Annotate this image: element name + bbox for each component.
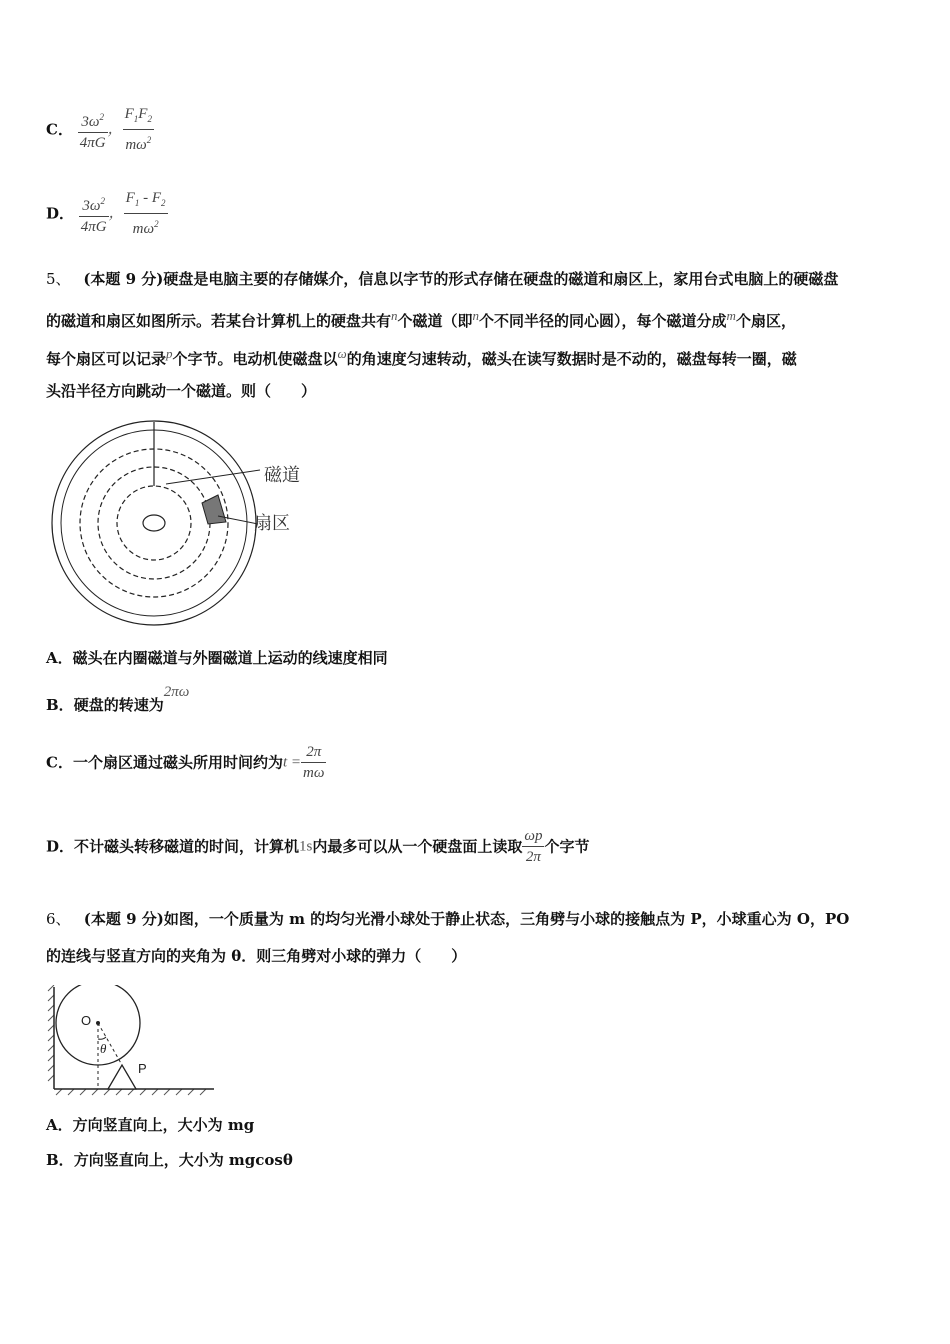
var-m: m — [726, 308, 736, 323]
q5-line-4: 头沿半径方向跳动一个磁道。则（ ） — [46, 382, 317, 400]
theta-arc — [98, 1037, 106, 1039]
floor-hatching — [56, 1089, 206, 1095]
q6-line-2: 的连线与竖直方向的夹角为 θ．则三角劈对小球的弹力（ ） — [46, 947, 467, 965]
option-label: C． — [46, 120, 73, 139]
var-omega: ω — [337, 346, 347, 361]
q5-line-1: 5、 (本题 9 分)硬盘是电脑主要的存储媒介，信息以字节的形式存储在硬盘的磁道和扇区上，家用台式电脑上的硬磁盘 — [46, 270, 839, 288]
fraction-1: $\frac{3\omega^2}{4\pi G}$ — [78, 107, 108, 153]
question-number: 5、 — [46, 270, 71, 288]
option-label: D． — [46, 837, 75, 856]
ball-wedge-figure — [44, 985, 216, 1097]
fraction: $\frac{2\pi}{m\omega}$ — [303, 744, 325, 781]
q6-line-1: 6、 (本题 9 分)如图，一个质量为 m 的均匀光滑小球处于静止状态，三角劈与小球的接触点为 P，小球重心为 O，PO — [46, 910, 850, 928]
option-label: D． — [46, 204, 75, 223]
question-meta: (本题 9 分) — [83, 270, 164, 288]
question-meta: (本题 9 分) — [83, 910, 164, 928]
q5-option-c: C．一个扇区通过磁头所用时间约为t = $\frac{2\pi}{m\omega}$ — [46, 744, 325, 781]
var-p: p — [166, 346, 173, 361]
question-number: 6、 — [46, 910, 71, 928]
q5-option-b: B．硬盘的转速为2πω — [46, 684, 190, 714]
var-n: n — [472, 308, 480, 323]
spindle-hole — [143, 515, 165, 531]
q4-option-c: C． $\frac{3\omega^2}{4\pi G}$ ， $\frac{F_1F_2}{m\omega^2}$ — [46, 106, 152, 153]
option-label: A． — [46, 1116, 73, 1134]
label-theta: θ — [100, 1041, 107, 1056]
q5-line-2: 的磁道和扇区如图所示。若某台计算机上的硬盘共有n个磁道（即n个不同半径的同心圆），每个磁道分成m个扇区， — [46, 308, 796, 330]
formula: 2πω — [163, 684, 190, 700]
option-label: C． — [46, 753, 73, 772]
q5-option-a: A．磁头在内圈磁道与外圈磁道上运动的线速度相同 — [46, 649, 388, 667]
label-p: P — [138, 1061, 147, 1076]
option-label: B． — [46, 1151, 74, 1169]
hard-disk-figure — [48, 420, 318, 630]
option-label: A． — [46, 649, 73, 667]
var-n: n — [391, 308, 398, 323]
sector-shaded — [202, 495, 226, 524]
q4-option-d: D． $\frac{3\omega^2}{4\pi G}$ ， $\frac{F_1 - F_2}{m\omega^2}$ — [46, 190, 166, 237]
label-track: 磁道 — [264, 465, 300, 486]
label-o: O — [81, 1013, 92, 1028]
q5-option-d: D．不计磁头转移磁道的时间，计算机1s内最多可以从一个硬盘面上读取 $\frac{\omega p}{2\pi}$ 个字节 — [46, 828, 590, 865]
wedge — [108, 1065, 136, 1089]
q6-option-a: A．方向竖直向上，大小为 mg — [46, 1116, 255, 1134]
label-sector: 扇区 — [254, 513, 290, 534]
fraction-2: $\frac{F_1 - F_2}{m\omega^2}$ — [125, 190, 166, 237]
track-pointer — [166, 470, 260, 484]
fraction-1: $\frac{3\omega^2}{4\pi G}$ — [79, 191, 109, 237]
fraction-2: $\frac{F_1F_2}{m\omega^2}$ — [124, 106, 152, 153]
wall-hatching — [48, 985, 54, 1081]
q5-line-3: 每个扇区可以记录p个字节。电动机使磁盘以ω的角速度匀速转动，磁头在读写数据时是不动的，磁盘每转一圈，磁 — [46, 346, 797, 368]
fraction: $\frac{\omega p}{2\pi}$ — [524, 828, 543, 865]
q6-option-b: B．方向竖直向上，大小为 mgcosθ — [46, 1151, 293, 1169]
option-label: B． — [46, 696, 74, 714]
